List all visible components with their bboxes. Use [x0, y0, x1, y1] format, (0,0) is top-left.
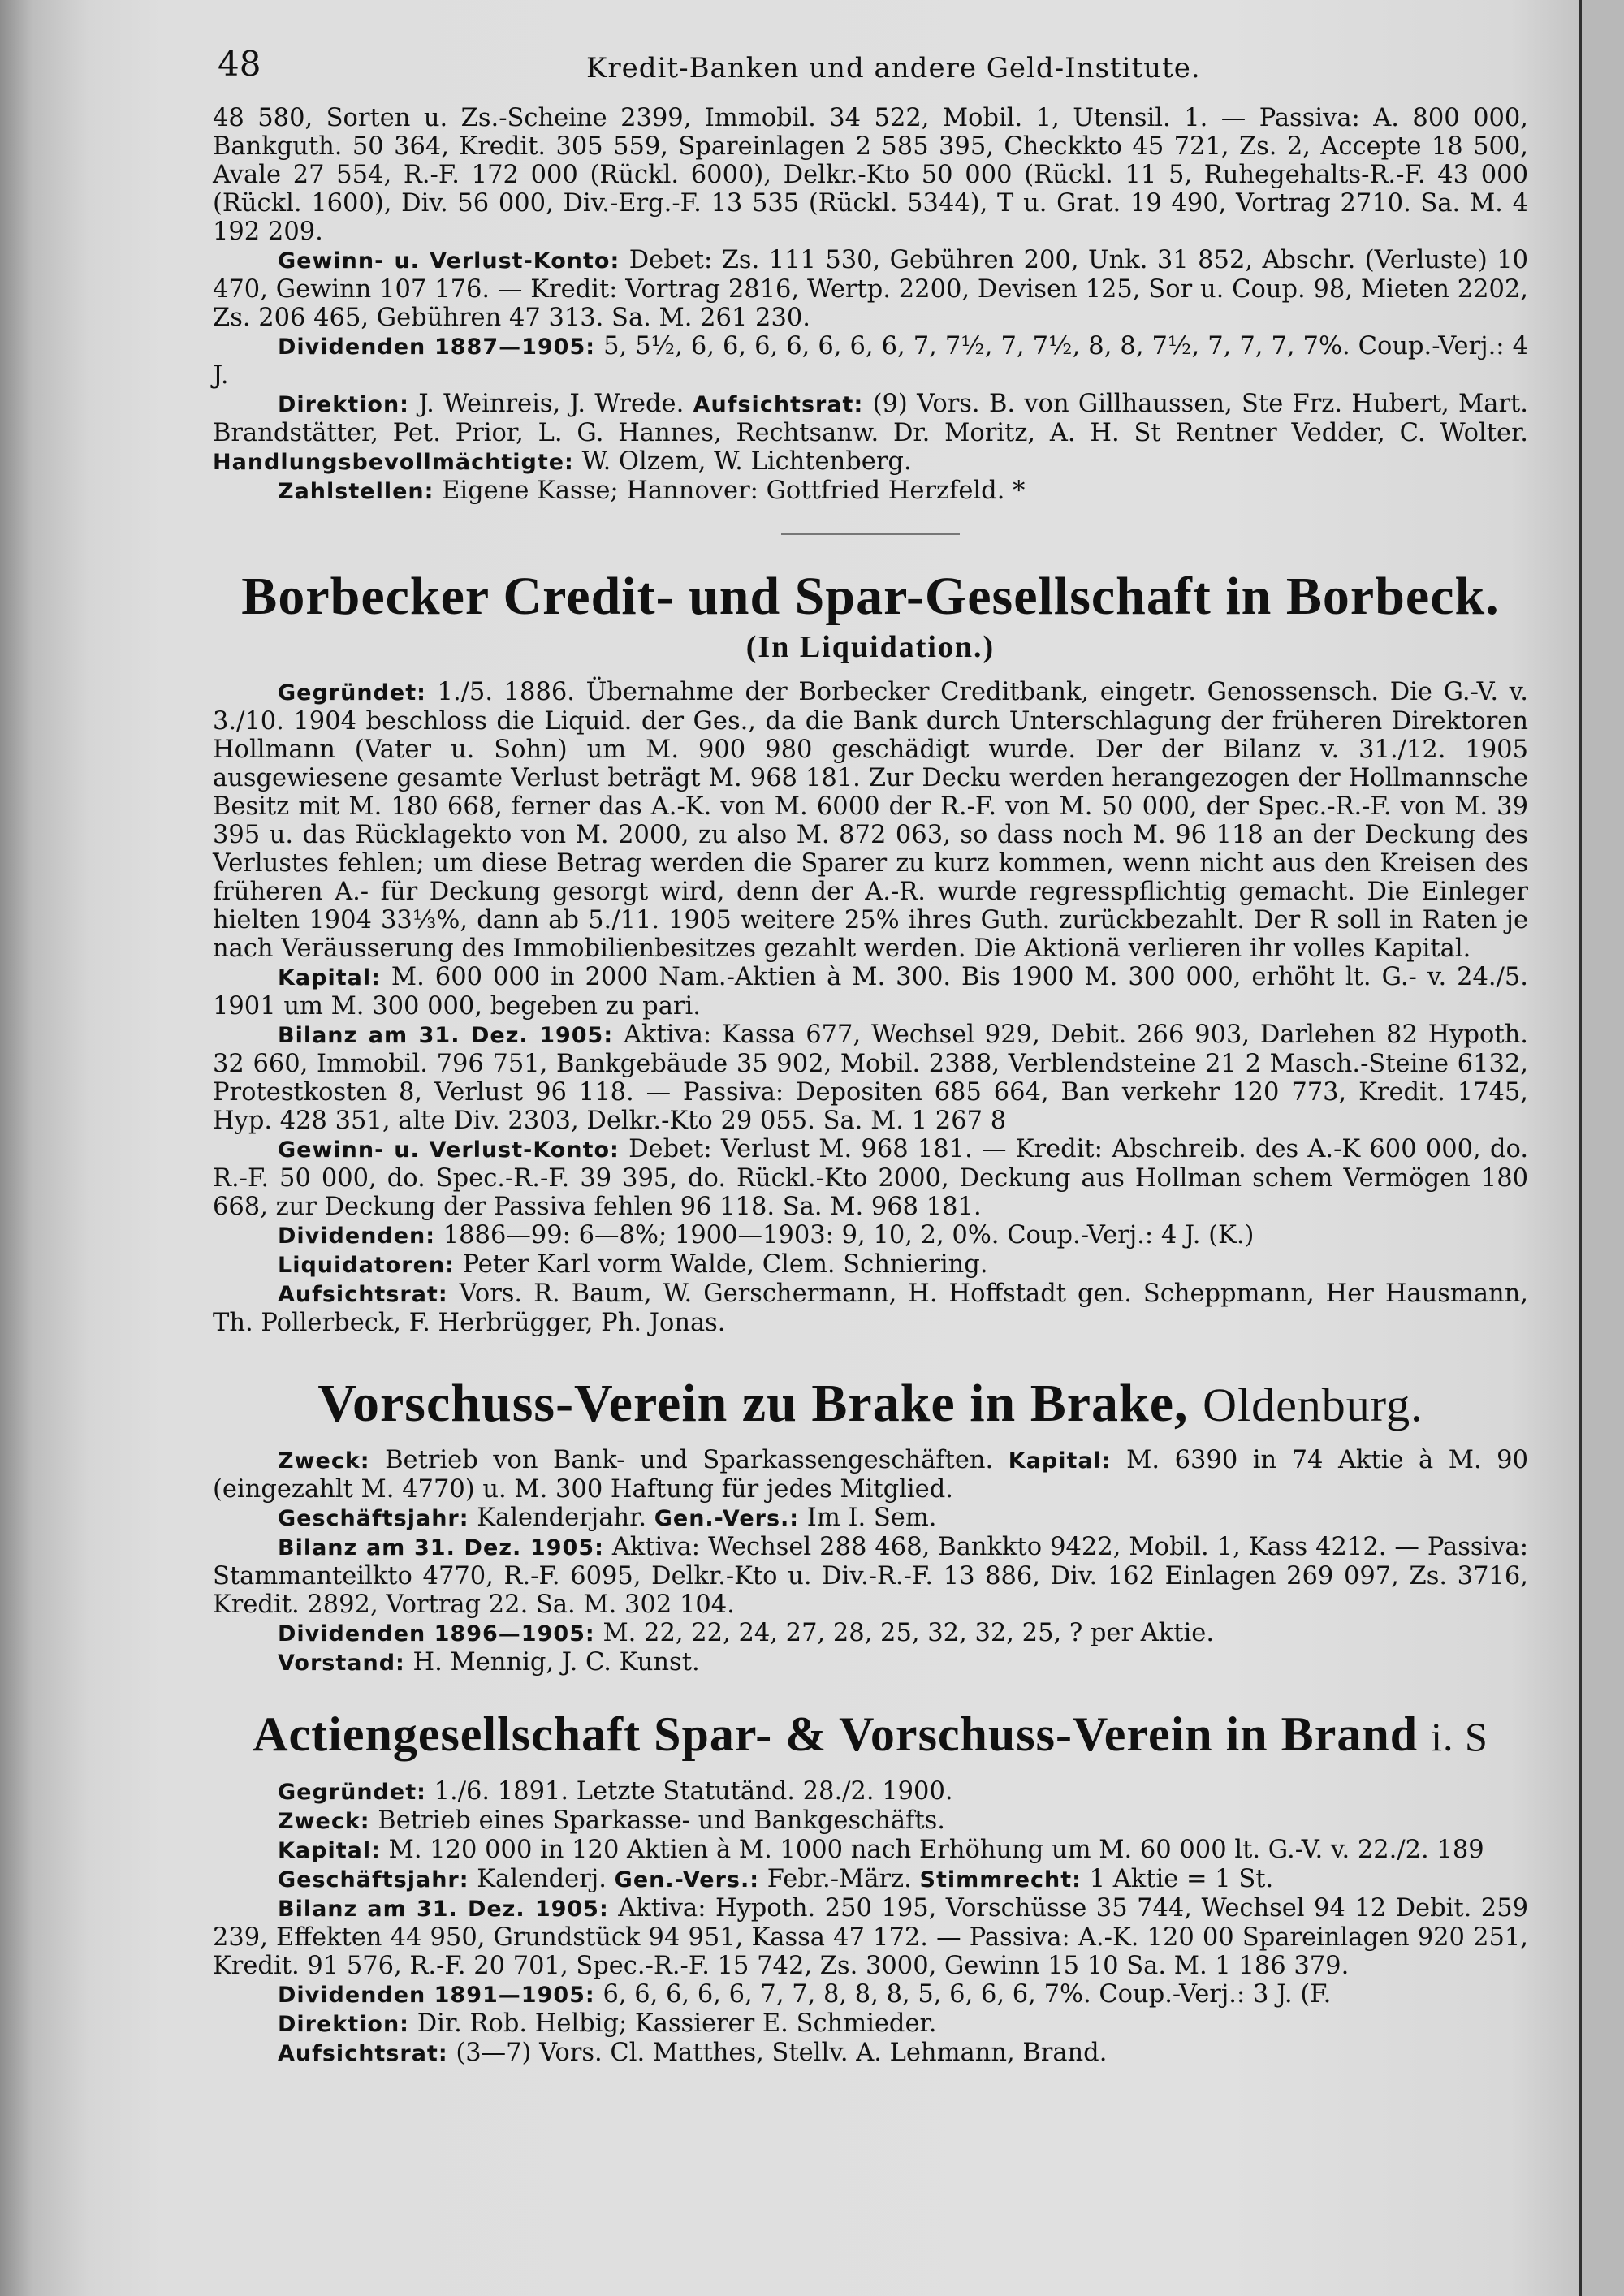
entry-text: M. 6390 in 74 Aktie à M. 90 (eingezahlt M. 4770) u. M. 300 Haftung für jedes Mitglied.: [213, 1446, 1528, 1504]
entry-label: Gegründet:: [278, 680, 426, 706]
entry-text: Aktiva: Kassa 677, Wechsel 929, Debit. 266 903, Darlehen 82 Hypoth. 32 660, Immobil. 796 751, Bankgebäude 35 902, Mobil. 2388, Verblendsteine 21 2 Masch.-Steine 6132, Protestkosten 8, Verlust 96 118. — Passiva: Depositen 685 664, Ban verkehr 120 773, Kredit. 1745, Hyp. 428 351, alte Div. 2303, Delkr.-Kto 29 055. Sa. M. 1 267 8: [213, 1021, 1528, 1135]
liquidators-entry: [213, 1250, 1528, 1280]
entry-text: 5, 5½, 6, 6, 6, 6, 6, 6, 6, 7, 7½, 7, 7½, 8, 8, 7½, 7, 7, 7, 7%. Coup.-Verj.: 4 J.: [213, 332, 1529, 390]
page-edge: [1579, 0, 1624, 2296]
purpose-entry: [213, 1446, 1528, 1504]
board-entry: [213, 390, 1528, 477]
capital-entry: [213, 963, 1528, 1021]
profit-loss-entry: [213, 1135, 1528, 1221]
dividends-entry: [213, 332, 1528, 390]
entry-text: Peter Karl vorm Walde, Clem. Schniering.: [462, 1250, 988, 1279]
entry-label: Geschäftsjahr:: [278, 1506, 469, 1531]
entry-text: Dir. Rob. Helbig; Kassierer E. Schmieder.: [417, 2009, 937, 2038]
fiscal-year-entry: [213, 1865, 1528, 1894]
section-borbecker: [213, 564, 1528, 1337]
balance-continuation: [213, 104, 1528, 246]
entry-label: Vorstand:: [278, 1651, 405, 1676]
entry-text: 1./6. 1891. Letzte Statutänd. 28./2. 1900.: [434, 1777, 953, 1806]
entry-label: Direktion:: [278, 392, 409, 417]
company-place: i. S: [1431, 1714, 1488, 1759]
entry-text: W. Olzem, W. Lichtenberg.: [581, 447, 912, 476]
entry-text: 1886—99: 6—8%; 1900—1903: 9, 10, 2, 0%. Coup.-Verj.: 4 J. (K.): [443, 1221, 1255, 1249]
company-place: Oldenburg.: [1203, 1379, 1423, 1431]
dividends-entry: [213, 1980, 1528, 2009]
balance-entry: [213, 1021, 1528, 1135]
entry-text: Kalenderj.: [477, 1865, 607, 1893]
entry-label: Bilanz am 31. Dez. 1905:: [278, 1535, 604, 1560]
entry-text: M. 22, 22, 24, 27, 28, 25, 32, 32, 25, ? per Aktie.: [603, 1619, 1215, 1647]
entry-text: Debet: Zs. 111 530, Gebühren 200, Unk. 31 852, Abschr. (Verluste) 10 470, Gewinn 107 176. — Kredit: Vortrag 2816, Wertp. 2200, Devisen 125, Sor u. Coup. 98, Mieten 2202, Zs. 206 465, Gebühren 47 313. Sa. M. 261 230.: [213, 246, 1528, 332]
company-title: [213, 1371, 1528, 1438]
entry-label: Aufsichtsrat:: [278, 2041, 448, 2066]
entry-label: Kapital:: [278, 965, 381, 990]
dividends-entry: [213, 1221, 1528, 1250]
paying-agents-entry: [213, 477, 1528, 506]
page-number: 48: [218, 44, 261, 84]
entry-label: Dividenden 1891—1905:: [278, 1983, 595, 2008]
entry-label: Gen.-Vers.:: [654, 1506, 800, 1531]
entry-label: Kapital:: [1008, 1448, 1112, 1474]
founded-entry: [213, 1777, 1528, 1806]
entry-text: M. 600 000 in 2000 Nam.-Aktien à M. 300. Bis 1900 M. 300 000, erhöht lt. G.- v. 24./5. 1901 um M. 300 000, begeben zu pari.: [213, 963, 1529, 1021]
board-entry: [213, 1648, 1528, 1677]
supervisory-board-entry: [213, 2039, 1528, 2068]
entry-text: Febr.-März.: [767, 1865, 912, 1893]
company-subtitle: (In Liquidation.): [745, 630, 996, 664]
entry-label: Direktion:: [278, 2012, 409, 2037]
entry-text: H. Mennig, J. C. Kunst.: [412, 1648, 700, 1677]
entry-label: Dividenden:: [278, 1224, 436, 1249]
section-brand: [213, 1702, 1528, 2068]
running-title: Kredit-Banken und andere Geld-Institute.: [586, 52, 1201, 84]
balance-continuation-text: 48 580, Sorten u. Zs.-Scheine 2399, Immobil. 34 522, Mobil. 1, Utensil. 1. — Passiva: A. 800 000, Bankguth. 50 364, Kredit. 305 559, Spareinlagen 2 585 395, Checkkto 45 721, Zs. 2, Accepte 18 500, Avale 27 554, R.-F. 172 000 (Rückl. 6000), Delkr.-Kto 50 000 (Rückl. 11 5, Ruhegehalts-R.-F. 43 000 (Rückl. 1600), Div. 56 000, Div.-Erg.-F. 13 535 (Rückl. 5344), T u. Grat. 19 490, Vortrag 2710. Sa. M. 4 192 209.: [213, 104, 1528, 246]
entry-text: M. 120 000 in 120 Aktien à M. 1000 nach Erhöhung um M. 60 000 lt. G.-V. v. 22./2. 189: [388, 1836, 1484, 1864]
entry-text: 1 Aktie = 1 St.: [1089, 1865, 1274, 1893]
entry-text: Vors. R. Baum, W. Gerschermann, H. Hoffstadt gen. Scheppmann, Her Hausmann, Th. Pollerbeck, F. Herbrügger, Ph. Jonas.: [213, 1280, 1528, 1337]
entry-text: Debet: Verlust M. 968 181. — Kredit: Abschreib. des A.-K 600 000, do. R.-F. 50 000, do. Spec.-R.-F. 39 395, do. Rückl.-Kto 2000, Deckung aus Hollman schem Vermögen 180 668, zur Deckung der Passiva fehlen 96 118. Sa. M. 968 181.: [213, 1135, 1529, 1221]
company-title: Borbecker Credit- und Spar-Gesellschaft in Borbeck.: [241, 567, 1500, 626]
supervisory-board-entry: [213, 1280, 1528, 1337]
entry-label: Bilanz am 31. Dez. 1905:: [278, 1023, 614, 1048]
running-header: [213, 34, 1528, 104]
entry-label: Kapital:: [278, 1838, 381, 1863]
entry-label: Gen.-Vers.:: [614, 1867, 760, 1892]
entry-label: Gegründet:: [278, 1780, 426, 1805]
profit-loss-entry: [213, 246, 1528, 332]
entry-label: Aufsichtsrat:: [278, 1282, 448, 1307]
entry-label: Zweck:: [278, 1809, 370, 1834]
capital-entry: [213, 1836, 1528, 1865]
entry-label: Liquidatoren:: [278, 1253, 455, 1278]
entry-text: 6, 6, 6, 6, 6, 7, 7, 8, 8, 8, 5, 6, 6, 6, 7%. Coup.-Verj.: 3 J. (F.: [603, 1980, 1332, 2009]
company-title: [213, 1702, 1528, 1769]
entry-text: 1./5. 1886. Übernahme der Borbecker Creditbank, eingetr. Genossensch. Die G.-V. v. 3./10. 1904 beschloss die Liquid. der Ges., da die Bank durch Unterschlagung der früheren Direktoren Hollmann (Vater u. Sohn) um M. 900 980 geschädigt wurde. Der der Bilanz v. 31./12. 1905 ausgewiesene gesamte Verlust beträgt M. 968 181. Zur Decku werden herangezogen der Hollmannsche Besitz mit M. 180 668, ferner das A.-K. von M. 6000 der R.-F. von M. 50 000, der Spec.-R.-F. von M. 39 395 u. das Rücklagekto von M. 2000, zu also M. 872 063, so dass noch M. 96 118 an der Deckung des Verlustes fehlen; um diese Betrag werden die Sparer zu kurz kommen, wenn nicht aus den Kreisen des früheren A.- für Deckung gesorgt wird, denn der A.-R. wurde regresspflichtig gemacht. Die Einleger hielten 1904 33⅓%, dann ab 5./11. 1905 weitere 25% ihres Guth. zurückbezahlt. Der R soll in Raten je nach Veräusserung des Immobilienbesitzes gezahlt werden. Die Aktionä verlieren ihr volles Kapital.: [213, 678, 1528, 963]
entry-label: Bilanz am 31. Dez. 1905:: [278, 1897, 609, 1922]
company-name: Vorschuss-Verein zu Brake in Brake,: [317, 1374, 1189, 1433]
entry-text: Betrieb eines Sparkasse- und Bankgeschäfts.: [378, 1806, 945, 1835]
entry-text: Aktiva: Wechsel 288 468, Bankkto 9422, Mobil. 1, Kass 4212. — Passiva: Stammanteilkto 4770, R.-F. 6095, Delkr.-Kto u. Div.-R.-F. 13 886, Div. 162 Einlagen 269 097, Zs. 3716, Kredit. 2892, Vortrag 22. Sa. M. 302 104.: [213, 1533, 1528, 1619]
section-divider: [781, 533, 960, 535]
company-name: Actiengesellschaft Spar- & Vorschuss-Verein in Brand: [253, 1707, 1419, 1761]
founded-entry: [213, 678, 1528, 963]
fiscal-year-entry: [213, 1504, 1528, 1533]
entry-text: (3—7) Vors. Cl. Matthes, Stellv. A. Lehmann, Brand.: [456, 2039, 1108, 2067]
balance-entry: [213, 1894, 1528, 1980]
section-brake: [213, 1371, 1528, 1677]
entry-label: Aufsichtsrat:: [693, 392, 864, 417]
entry-text: Im I. Sem.: [806, 1504, 937, 1532]
entry-label: Handlungsbevollmächtigte:: [213, 450, 574, 475]
dividends-entry: [213, 1619, 1528, 1648]
page-content: [213, 34, 1528, 2068]
entry-text: Betrieb von Bank- und Sparkassengeschäften.: [385, 1446, 994, 1474]
entry-text: (9) Vors. B. von Gillhaussen, Ste Frz. Hubert, Mart. Brandstätter, Pet. Prior, L. G. Hannes, Rechtsanw. Dr. Moritz, A. H. St Rentner Vedder, C. Wolter.: [213, 390, 1528, 447]
entry-label: Zweck:: [278, 1448, 370, 1474]
entry-text: J. Weinreis, J. Wrede.: [418, 390, 685, 418]
entry-label: Gewinn- u. Verlust-Konto:: [278, 1137, 620, 1163]
entry-text: Kalenderjahr.: [477, 1504, 647, 1532]
entry-text: Eigene Kasse; Hannover: Gottfried Herzfeld. *: [442, 477, 1026, 505]
entry-text: Aktiva: Hypoth. 250 195, Vorschüsse 35 744, Wechsel 94 12 Debit. 259 239, Effekten 44 950, Grundstück 94 951, Kassa 47 172. — Passiva: A.-K. 120 00 Spareinlagen 920 251, Kredit. 91 576, R.-F. 20 701, Spec.-R.-F. 15 742, Zs. 3000, Gewinn 15 10 Sa. M. 1 186 379.: [213, 1894, 1529, 1980]
board-entry: [213, 2009, 1528, 2039]
entry-label: Zahlstellen:: [278, 479, 434, 504]
entry-label: Gewinn- u. Verlust-Konto:: [278, 248, 620, 274]
entry-label: Dividenden 1887—1905:: [278, 334, 596, 360]
balance-entry: [213, 1533, 1528, 1619]
section-continued-bank: [213, 104, 1528, 506]
entry-label: Geschäftsjahr:: [278, 1867, 469, 1892]
entry-label: Stimmrecht:: [919, 1867, 1082, 1892]
entry-label: Dividenden 1896—1905:: [278, 1621, 595, 1646]
purpose-entry: [213, 1806, 1528, 1836]
